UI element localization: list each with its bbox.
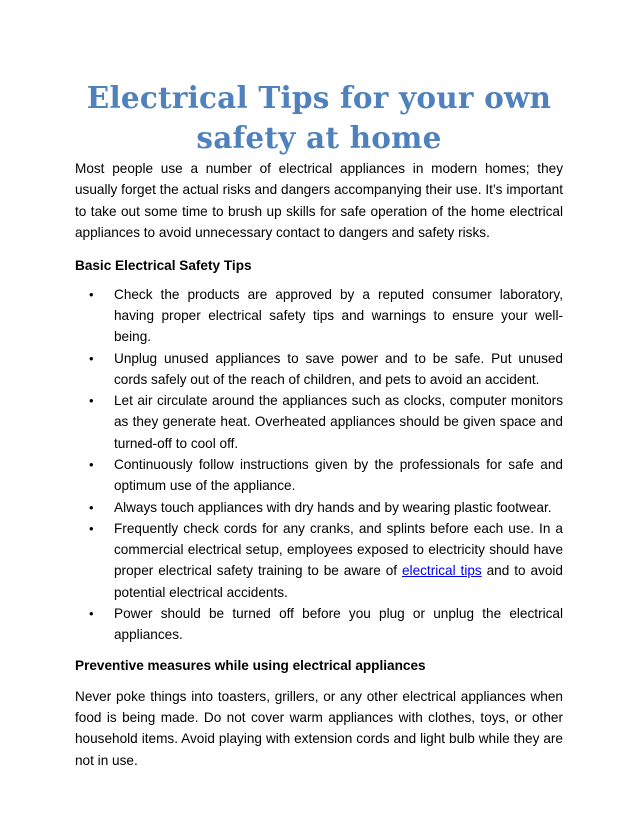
section-heading-basic-tips: Basic Electrical Safety Tips xyxy=(75,257,252,273)
list-item xyxy=(75,518,563,603)
bullet-icon: • xyxy=(89,520,94,536)
bullet-icon: • xyxy=(89,350,94,366)
document-page xyxy=(75,78,563,771)
list-item-text: Unplug unused appliances to save power and to be safe. Put unused cords safely out of the reach of children, and pets to avoid an accident. xyxy=(114,350,563,387)
bullet-icon: • xyxy=(89,606,94,622)
bullet-icon: • xyxy=(89,286,94,302)
list-item-text: Check the products are approved by a reputed consumer laboratory, having proper electrical safety tips and warnings to ensure your well-being. xyxy=(114,286,563,345)
list-item xyxy=(75,603,563,646)
list-item xyxy=(75,390,563,454)
list-item-text: Power should be turned off before you plug or unplug the electrical appliances. xyxy=(114,606,563,643)
list-item-text: Always touch appliances with dry hands and by wearing plastic footwear. xyxy=(114,499,552,515)
list-item xyxy=(75,454,563,497)
list-item-text-before-link: Frequently check cords for any cranks, and splints before each use. In a commercial electrical setup, employees exposed to electricity should have proper electrical safety training to be aware of xyxy=(114,520,563,579)
title-line-1: Electrical Tips for your own xyxy=(86,80,552,115)
list-item-text-after-link: and to avoid potential electrical accidents. xyxy=(114,563,563,600)
list-item xyxy=(75,284,563,348)
list-item-text: Let air circulate around the appliances such as clocks, computer monitors as they generate heat. Overheated appliances should be given space and turned-off to cool off. xyxy=(114,393,563,451)
list-item xyxy=(75,497,563,518)
safety-tips-list xyxy=(75,284,563,646)
section-heading-preventive-measures: Preventive measures while using electrical appliances xyxy=(75,657,426,673)
electrical-tips-link[interactable]: electrical tips xyxy=(401,563,482,579)
bullet-icon: • xyxy=(89,393,94,409)
bullet-icon: • xyxy=(89,457,94,472)
page-title xyxy=(75,78,563,158)
closing-paragraph: Never poke things into toasters, grillers, or any other electrical appliances when food is being made. Do not cover warm appliances with clothes, toys, or other household items. Avoid playing with extension cords and light bulb while they are not in use. xyxy=(75,688,563,768)
list-item-text: Continuously follow instructions given by the professionals for safe and optimum use of the appliance. xyxy=(114,457,563,494)
title-line-2: safety at home xyxy=(196,120,442,155)
intro-paragraph: Most people use a number of electrical appliances in modern homes; they usually forget the actual risks and dangers accompanying their use. It’s important to take out some time to brush up skills for safe operation of the home electrical appliances to avoid unnecessary contact to dangers and safety risks. xyxy=(75,161,563,241)
list-item xyxy=(75,348,563,391)
bullet-icon: • xyxy=(89,499,94,515)
